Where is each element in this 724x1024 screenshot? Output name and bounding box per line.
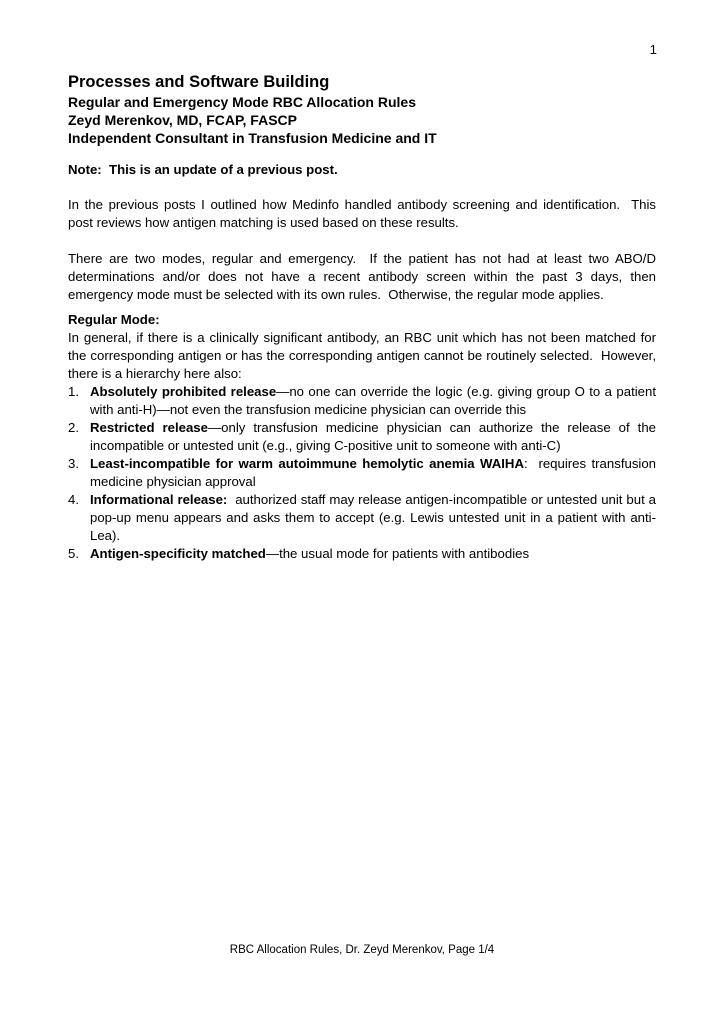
regular-mode-heading: Regular Mode: xyxy=(68,312,160,327)
footer-text: RBC Allocation Rules, Dr. Zeyd Merenkov, Page 1/4 xyxy=(229,944,495,956)
list-item xyxy=(68,419,656,455)
document-content xyxy=(68,0,656,563)
list-item xyxy=(68,383,656,419)
doc-subtitle-rules: Regular and Emergency Mode RBC Allocation Rules xyxy=(68,94,416,110)
list-item-rest: —no one can override the logic (e.g. giving group O to a patient with anti-H)—not even the transfusion medicine physician can override this xyxy=(90,384,656,417)
list-item-bold-lead: Restricted release xyxy=(90,420,208,435)
list-item-number: 1. xyxy=(68,384,79,399)
doc-subtitle-author: Zeyd Merenkov, MD, FCAP, FASCP xyxy=(68,112,297,128)
list-item-number: 4. xyxy=(68,492,79,507)
note-line: Note: This is an update of a previous post. xyxy=(68,162,338,177)
doc-subtitle-role: Independent Consultant in Transfusion Medicine and IT xyxy=(68,130,437,146)
list-item-rest: —the usual mode for patients with antibodies xyxy=(265,546,530,561)
list-item-text xyxy=(90,384,656,417)
list-item xyxy=(68,545,656,563)
list-item-bold-lead: Informational release: xyxy=(90,492,228,507)
paragraph-modes: There are two modes, regular and emergency. If the patient has not had at least two ABO/D determinations and/or does not have a recent antibody screen within the past 3 days, then emergency mode must be selected with its own rules. Otherwise, the regular mode applies. xyxy=(68,251,656,302)
doc-title: Processes and Software Building xyxy=(68,73,330,91)
list-item-rest: : requires transfusion medicine physician approval xyxy=(90,456,657,489)
list-item-number: 3. xyxy=(68,456,79,471)
list-item-bold-lead: Absolutely prohibited release xyxy=(90,384,277,399)
list-item-rest: authorized staff may release antigen-incompatible or untested unit but a pop-up menu appears and asks them to accept (e.g. Lewis untested unit in a patient with anti-Lea). xyxy=(90,492,656,543)
list-item-bold-lead: Antigen-specificity matched xyxy=(90,546,266,561)
list-item xyxy=(68,491,656,545)
list-item-bold-lead: Least-incompatible for warm autoimmune hemolytic anemia WAIHA xyxy=(90,456,524,471)
list-item-text xyxy=(90,492,656,543)
list-item-number: 5. xyxy=(68,546,79,561)
page-number: 1 xyxy=(649,42,657,57)
list-item-rest: —only transfusion medicine physician can authorize the release of the incompatible or untested unit (e.g., giving C-positive unit to someone with anti-C) xyxy=(90,420,656,453)
paragraph-intro: In the previous posts I outlined how Medinfo handled antibody screening and identification. This post reviews how antigen matching is used based on these results. xyxy=(68,197,656,230)
regular-mode-section xyxy=(68,311,656,563)
list-item-text xyxy=(90,546,529,561)
list-item xyxy=(68,455,656,491)
regular-mode-intro: In general, if there is a clinically significant antibody, an RBC unit which has not been matched for the corresponding antigen or has the corresponding antigen cannot be routinely selected. However, there is a hierarchy here also: xyxy=(68,330,656,381)
list-item-text xyxy=(90,456,656,489)
list-item-text xyxy=(90,420,656,453)
list-item-number: 2. xyxy=(68,420,79,435)
